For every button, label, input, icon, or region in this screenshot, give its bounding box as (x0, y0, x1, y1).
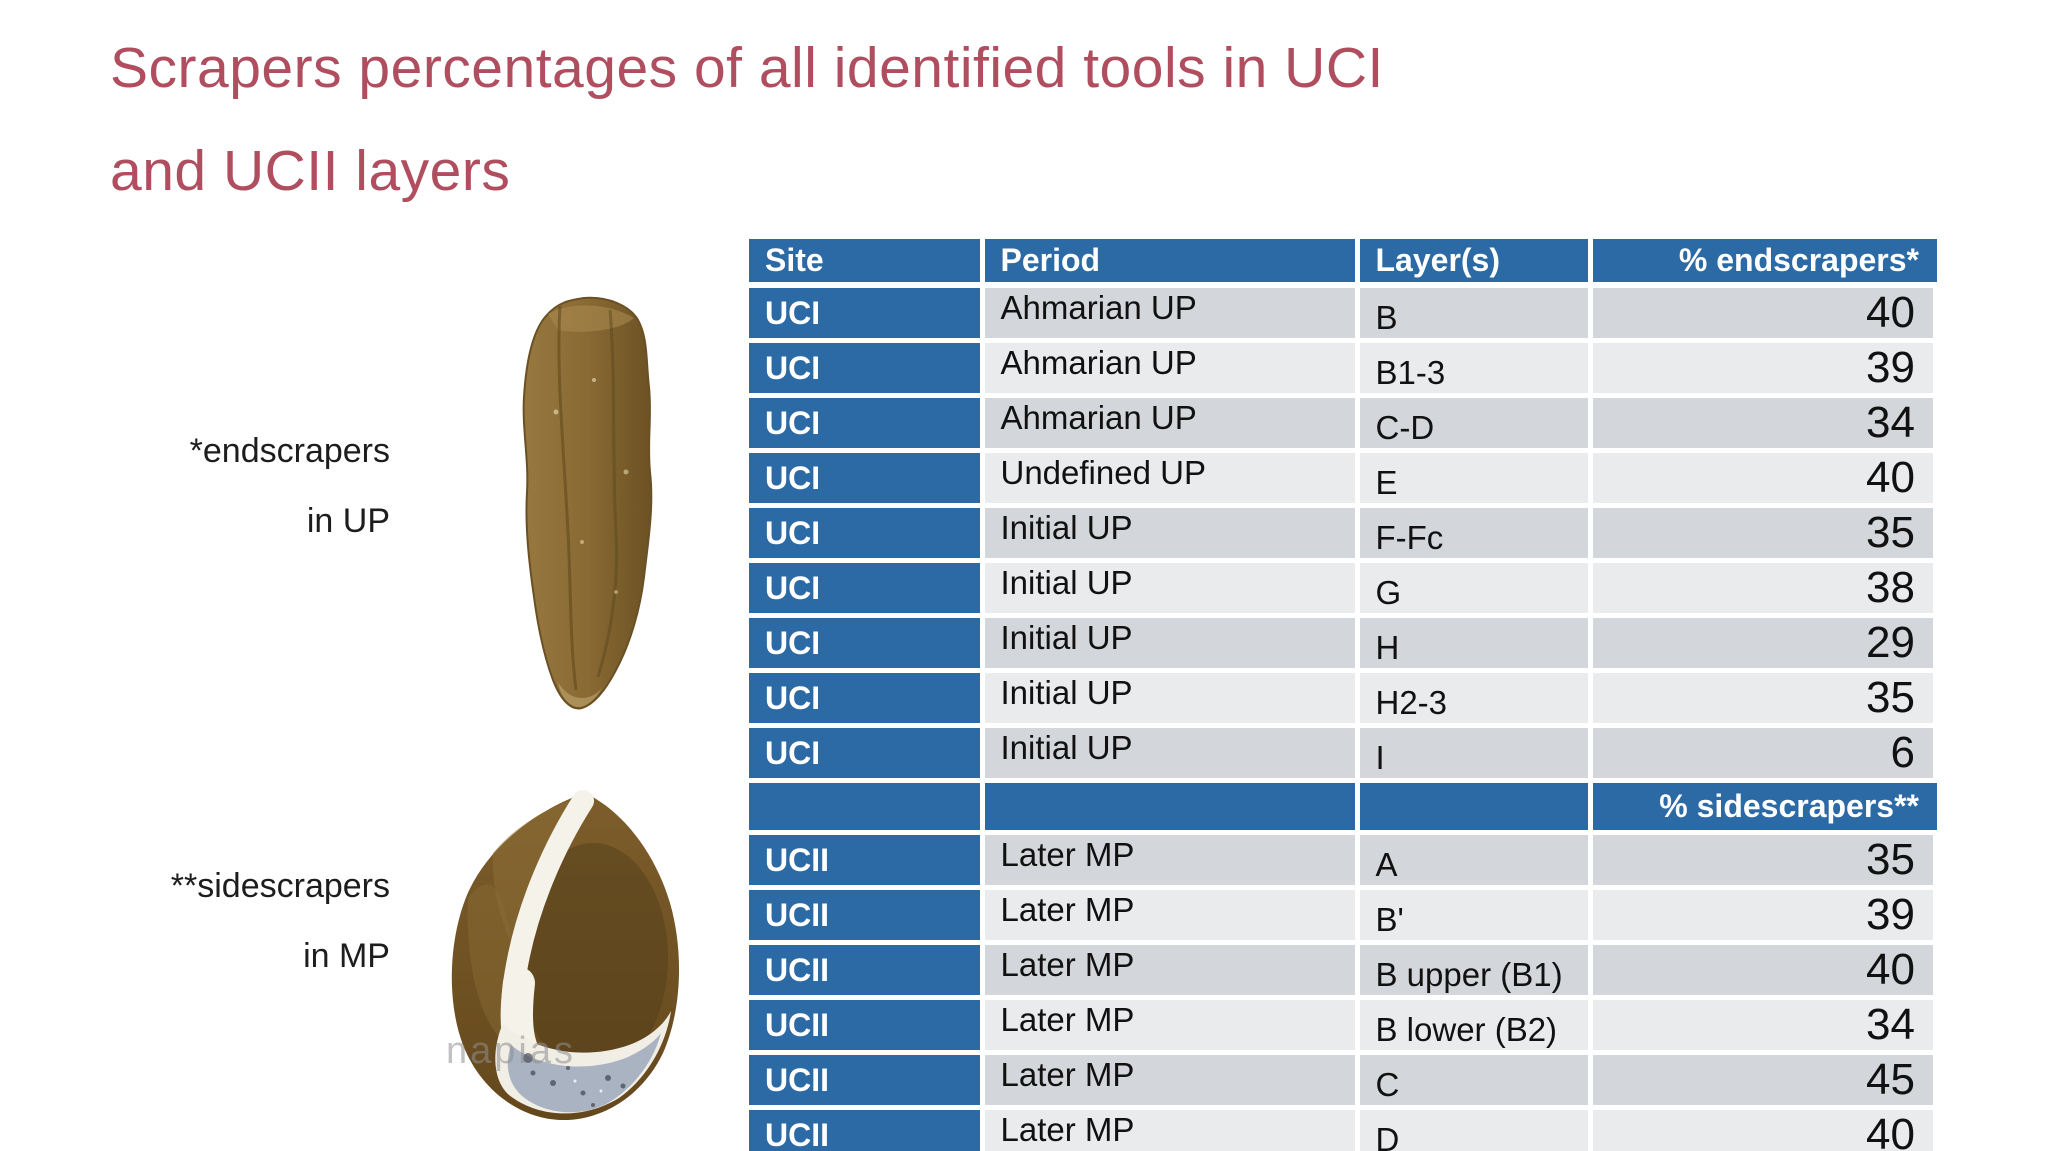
table-row (749, 998, 1937, 1053)
cell-period: Later MP (982, 943, 1357, 998)
separator-cell (982, 781, 1357, 833)
separator-cell (749, 781, 982, 833)
table-row (749, 888, 1937, 943)
cell-period: Ahmarian UP (982, 341, 1357, 396)
cell-period: Later MP (982, 833, 1357, 888)
cell-period: Later MP (982, 888, 1357, 943)
table-row (749, 285, 1937, 341)
cell-site: UCII (749, 943, 982, 998)
cell-site: UCI (749, 396, 982, 451)
sidescrapers-sublabel: in MP (303, 937, 390, 975)
cell-site: UCII (749, 1053, 982, 1108)
table-row (749, 1108, 1937, 1151)
cell-site: UCI (749, 671, 982, 726)
page-title-line2: and UCII layers (110, 139, 511, 203)
table-row (749, 616, 1937, 671)
table-row (749, 1053, 1937, 1108)
cell-value: 34 (1590, 998, 1937, 1053)
cell-value: 6 (1590, 726, 1937, 781)
cell-layer: D (1357, 1108, 1590, 1151)
cell-period: Later MP (982, 1053, 1357, 1108)
cell-layer: F-Fc (1357, 506, 1590, 561)
cell-value: 39 (1590, 888, 1937, 943)
cell-period: Undefined UP (982, 451, 1357, 506)
cell-period: Later MP (982, 1108, 1357, 1151)
cell-layer: B' (1357, 888, 1590, 943)
header-site: Site (749, 239, 982, 285)
cell-layer: G (1357, 561, 1590, 616)
cell-value: 35 (1590, 671, 1937, 726)
cell-value: 35 (1590, 833, 1937, 888)
table-header-row (749, 239, 1937, 285)
table-row (749, 451, 1937, 506)
cell-layer: E (1357, 451, 1590, 506)
cell-site: UCI (749, 616, 982, 671)
cell-value: 40 (1590, 1108, 1937, 1151)
endscrapers-label: *endscrapers (189, 432, 390, 470)
cell-value: 35 (1590, 506, 1937, 561)
scrapers-table-container (749, 239, 1941, 1151)
cell-value: 40 (1590, 285, 1937, 341)
table-row (749, 833, 1937, 888)
table-row (749, 506, 1937, 561)
cell-period: Initial UP (982, 506, 1357, 561)
sidescrapers-label: **sidescrapers (170, 867, 390, 905)
separator-cell (1357, 781, 1590, 833)
cell-period: Ahmarian UP (982, 285, 1357, 341)
cell-layer: B1-3 (1357, 341, 1590, 396)
cell-value: 29 (1590, 616, 1937, 671)
page-title-line1: Scrapers percentages of all identified tools in UCI (110, 36, 1384, 100)
cell-layer: A (1357, 833, 1590, 888)
cell-value: 40 (1590, 943, 1937, 998)
sidescraper-photo (433, 783, 695, 1128)
cell-site: UCI (749, 451, 982, 506)
cell-layer: B (1357, 285, 1590, 341)
cell-value: 38 (1590, 561, 1937, 616)
cell-period: Initial UP (982, 616, 1357, 671)
cell-period: Initial UP (982, 726, 1357, 781)
cell-site: UCI (749, 561, 982, 616)
cell-site: UCI (749, 341, 982, 396)
header-period: Period (982, 239, 1357, 285)
cell-period: Initial UP (982, 561, 1357, 616)
table-row (749, 671, 1937, 726)
cell-value: 39 (1590, 341, 1937, 396)
cell-site: UCI (749, 285, 982, 341)
endscrapers-sublabel: in UP (306, 502, 390, 540)
table-row (749, 943, 1937, 998)
cell-layer: H (1357, 616, 1590, 671)
table-row (749, 396, 1937, 451)
cell-site: UCII (749, 1108, 982, 1151)
table-row (749, 341, 1937, 396)
cell-period: Initial UP (982, 671, 1357, 726)
scrapers-table (749, 239, 1941, 1151)
cell-layer: B upper (B1) (1357, 943, 1590, 998)
cell-site: UCII (749, 888, 982, 943)
cell-layer: C-D (1357, 396, 1590, 451)
watermark-text: napias (446, 1030, 576, 1072)
cell-site: UCII (749, 833, 982, 888)
cell-site: UCI (749, 726, 982, 781)
cell-layer: B lower (B2) (1357, 998, 1590, 1053)
header-endscrapers: % endscrapers* (1590, 239, 1937, 285)
cell-value: 45 (1590, 1053, 1937, 1108)
header-sidescrapers: % sidescrapers** (1590, 781, 1937, 833)
cell-layer: I (1357, 726, 1590, 781)
cell-layer: H2-3 (1357, 671, 1590, 726)
cell-period: Later MP (982, 998, 1357, 1053)
table-body (749, 285, 1937, 1151)
table-row (749, 726, 1937, 781)
cell-layer: C (1357, 1053, 1590, 1108)
cell-site: UCI (749, 506, 982, 561)
cell-value: 34 (1590, 396, 1937, 451)
page-title (110, 36, 1384, 203)
cell-site: UCII (749, 998, 982, 1053)
header-layer: Layer(s) (1357, 239, 1590, 285)
cell-value: 40 (1590, 451, 1937, 506)
table-row (749, 561, 1937, 616)
table-separator-row (749, 781, 1937, 833)
endscraper-photo (498, 292, 668, 722)
cell-period: Ahmarian UP (982, 396, 1357, 451)
